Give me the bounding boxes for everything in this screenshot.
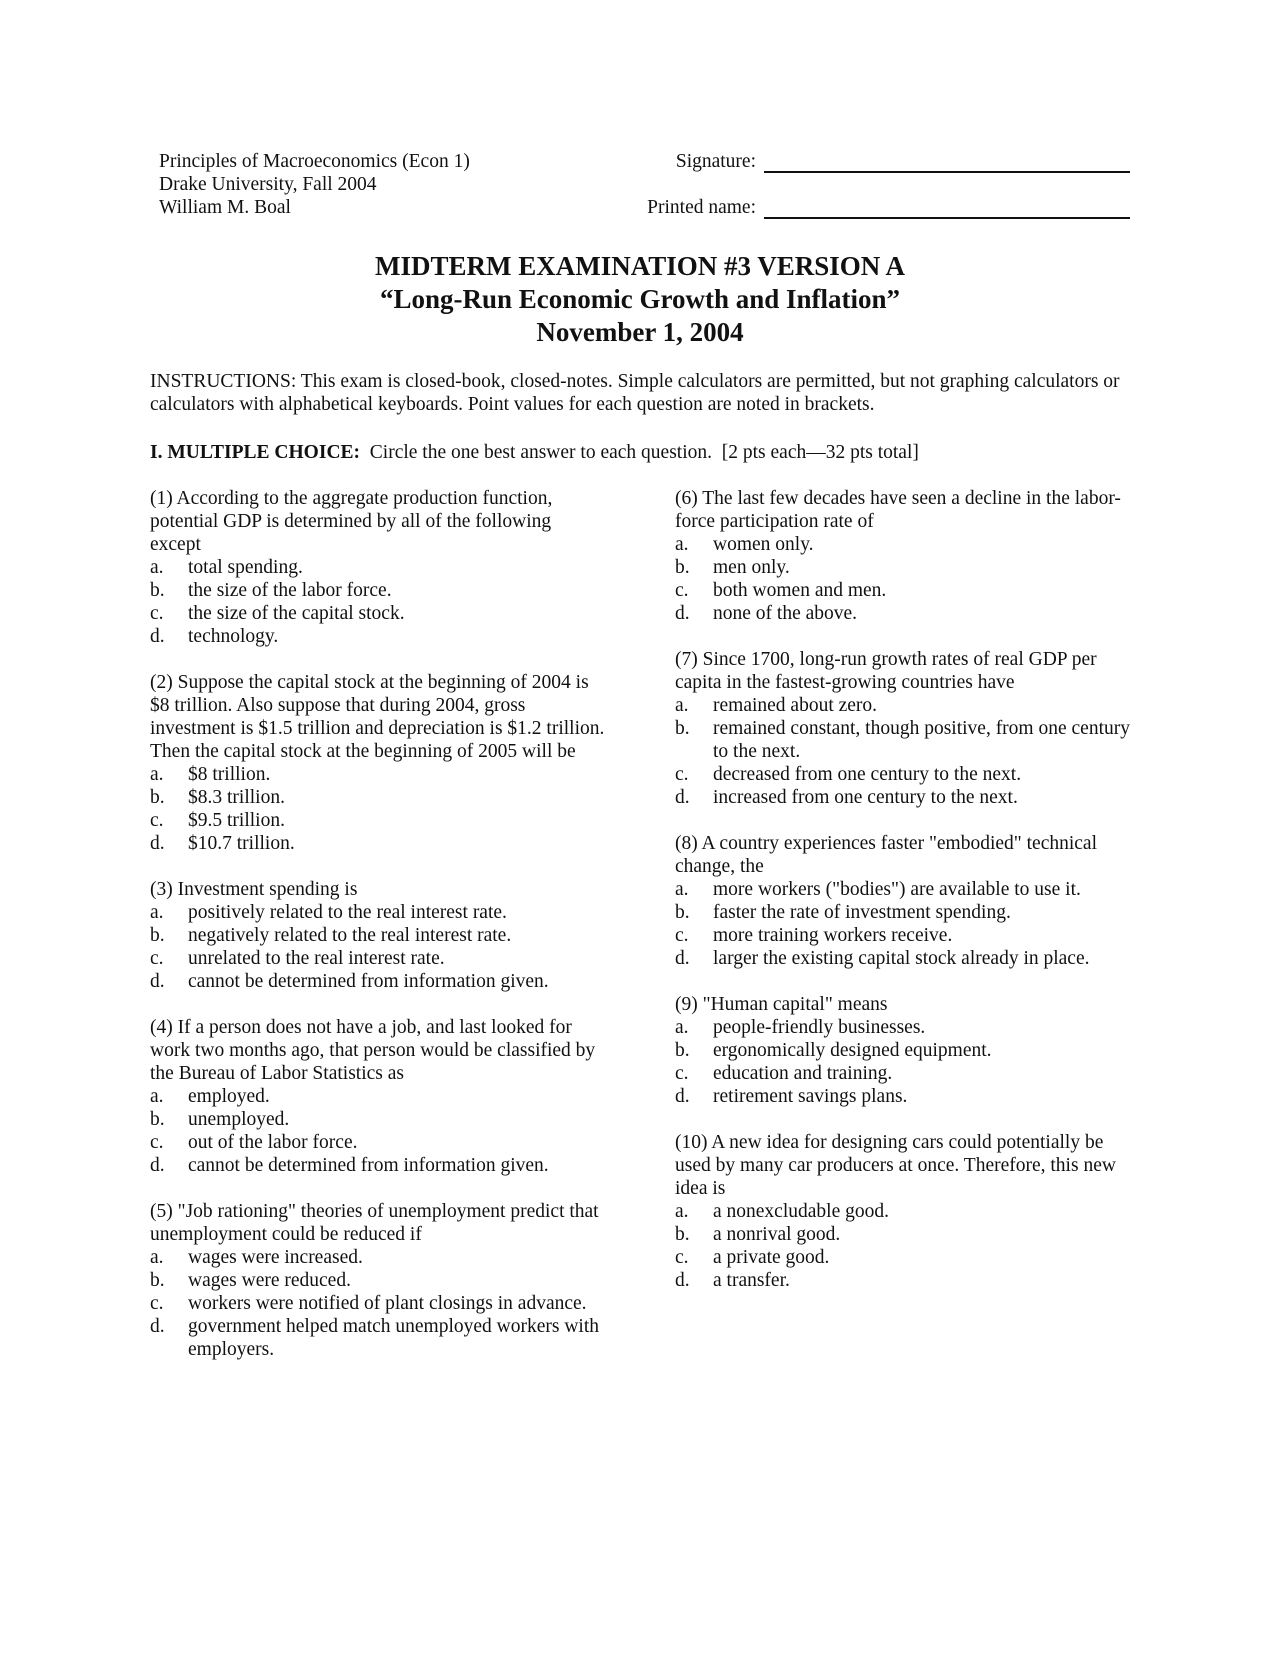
question-5 (150, 1200, 605, 1361)
instructor-name: William M. Boal (159, 197, 291, 218)
option-letter: c. (675, 764, 689, 785)
option-text: $8.3 trillion. (188, 787, 285, 808)
question-stem: (6) The last few decades have seen a decline in the labor-force participation rate of (675, 488, 1121, 532)
answer-option[interactable] (150, 625, 605, 648)
signature-row (600, 150, 1130, 173)
option-letter: a. (675, 1201, 689, 1222)
option-letter: c. (675, 1247, 689, 1268)
option-letter: d. (150, 626, 165, 647)
option-text: cannot be determined from information given. (188, 971, 549, 992)
option-text: government helped match unemployed workers with employers. (188, 1316, 600, 1360)
answer-option[interactable] (150, 1154, 605, 1177)
option-letter: b. (675, 557, 690, 578)
option-letter: c. (150, 1132, 164, 1153)
answer-option[interactable] (675, 556, 1140, 579)
answer-option[interactable] (150, 786, 605, 809)
exam-title (0, 250, 1280, 349)
option-text: workers were notified of plant closings in advance. (188, 1293, 587, 1314)
question-10 (675, 1131, 1140, 1292)
option-text: a transfer. (713, 1270, 790, 1291)
option-text: $8 trillion. (188, 764, 271, 785)
section-heading (150, 441, 919, 464)
title-line-2: “Long-Run Economic Growth and Inflation” (379, 284, 901, 314)
course-name: Principles of Macroeconomics (Econ 1) (159, 151, 470, 172)
question-stem: (8) A country experiences faster "embodied" technical change, the (675, 833, 1098, 877)
answer-option[interactable] (675, 694, 1140, 717)
option-letter: d. (150, 833, 165, 854)
answer-option[interactable] (675, 1039, 1140, 1062)
answer-option[interactable] (150, 763, 605, 786)
answer-option[interactable] (675, 1016, 1140, 1039)
option-letter: c. (675, 580, 689, 601)
option-text: men only. (713, 557, 790, 578)
question-3 (150, 878, 605, 993)
answer-option[interactable] (150, 556, 605, 579)
section-instructions: Circle the one best answer to each question. [2 pts each—32 pts total] (360, 442, 919, 463)
option-text: increased from one century to the next. (713, 787, 1018, 808)
option-text: a nonrival good. (713, 1224, 841, 1245)
option-letter: d. (150, 1155, 165, 1176)
option-letter: b. (150, 1109, 165, 1130)
answer-option[interactable] (675, 1246, 1140, 1269)
option-letter: a. (150, 902, 164, 923)
answer-option[interactable] (150, 970, 605, 993)
answer-option[interactable] (675, 533, 1140, 556)
option-letter: a. (675, 534, 689, 555)
option-text: remained constant, though positive, from one century to the next. (713, 718, 1130, 762)
option-text: a private good. (713, 1247, 830, 1268)
option-text: faster the rate of investment spending. (713, 902, 1011, 923)
option-text: larger the existing capital stock already in place. (713, 948, 1090, 969)
option-text: remained about zero. (713, 695, 878, 716)
option-letter: c. (150, 603, 164, 624)
title-date: November 1, 2004 (536, 317, 744, 347)
answer-option[interactable] (675, 579, 1140, 602)
option-text: more training workers receive. (713, 925, 953, 946)
option-text: a nonexcludable good. (713, 1201, 889, 1222)
option-text: wages were reduced. (188, 1270, 351, 1291)
option-text: unemployed. (188, 1109, 290, 1130)
answer-option[interactable] (150, 809, 605, 832)
signature-label: Signature: (675, 151, 756, 172)
option-letter: a. (150, 764, 164, 785)
option-letter: a. (675, 1017, 689, 1038)
answer-option[interactable] (675, 901, 1140, 924)
option-text: women only. (713, 534, 814, 555)
option-letter: b. (150, 580, 165, 601)
option-letter: d. (150, 1316, 165, 1337)
question-stem: (1) According to the aggregate production function, potential GDP is determined by all of the following except (150, 488, 553, 555)
option-letter: b. (675, 1224, 690, 1245)
question-1 (150, 487, 605, 648)
question-2 (150, 671, 605, 855)
answer-option[interactable] (675, 1269, 1140, 1292)
question-7 (675, 648, 1140, 809)
option-letter: c. (150, 948, 164, 969)
option-letter: d. (675, 787, 690, 808)
option-letter: c. (150, 810, 164, 831)
answer-option[interactable] (150, 602, 605, 625)
answer-option[interactable] (150, 579, 605, 602)
printed-name-line[interactable] (764, 197, 1130, 219)
questions-right-column (675, 487, 1140, 1315)
answer-option[interactable] (150, 924, 605, 947)
question-9 (675, 993, 1140, 1108)
option-letter: b. (150, 787, 165, 808)
printed-name-row (600, 196, 1130, 219)
option-text: ergonomically designed equipment. (713, 1040, 992, 1061)
option-text: people-friendly businesses. (713, 1017, 926, 1038)
answer-option[interactable] (675, 947, 1140, 970)
answer-option[interactable] (675, 878, 1140, 901)
answer-option[interactable] (150, 1269, 605, 1292)
question-stem: (9) "Human capital" means (675, 994, 888, 1015)
option-text: unrelated to the real interest rate. (188, 948, 445, 969)
question-stem: (10) A new idea for designing cars could potentially be used by many car producers at once. Therefore, this new idea is (675, 1132, 1116, 1199)
answer-option[interactable] (150, 1292, 605, 1315)
option-text: decreased from one century to the next. (713, 764, 1022, 785)
signature-line[interactable] (764, 151, 1130, 173)
option-letter: d. (675, 1270, 690, 1291)
answer-option[interactable] (150, 1315, 605, 1361)
question-stem: (3) Investment spending is (150, 879, 358, 900)
option-letter: d. (675, 1086, 690, 1107)
option-letter: a. (150, 1247, 164, 1268)
option-text: $9.5 trillion. (188, 810, 285, 831)
answer-option[interactable] (675, 924, 1140, 947)
question-stem: (7) Since 1700, long-run growth rates of real GDP per capita in the fastest-growing countries have (675, 649, 1097, 693)
option-letter: b. (675, 718, 690, 739)
question-4 (150, 1016, 605, 1177)
answer-option[interactable] (675, 717, 1140, 763)
option-text: none of the above. (713, 603, 858, 624)
option-text: negatively related to the real interest rate. (188, 925, 512, 946)
option-letter: b. (150, 1270, 165, 1291)
answer-option[interactable] (150, 832, 605, 855)
option-text: employed. (188, 1086, 270, 1107)
answer-option[interactable] (675, 1062, 1140, 1085)
option-letter: a. (675, 695, 689, 716)
option-letter: d. (150, 971, 165, 992)
option-letter: c. (150, 1293, 164, 1314)
option-letter: c. (675, 925, 689, 946)
printed-name-label: Printed name: (647, 197, 756, 218)
title-line-1: MIDTERM EXAMINATION #3 VERSION A (374, 251, 906, 281)
option-letter: b. (675, 1040, 690, 1061)
option-text: the size of the labor force. (188, 580, 392, 601)
option-text: $10.7 trillion. (188, 833, 295, 854)
option-text: positively related to the real interest rate. (188, 902, 507, 923)
answer-option[interactable] (150, 1131, 605, 1154)
answer-option[interactable] (675, 786, 1140, 809)
student-identification (600, 150, 1130, 219)
questions-left-column (150, 487, 605, 1384)
question-stem: (2) Suppose the capital stock at the beginning of 2004 is $8 trillion. Also suppose that during 2004, gross investment is $1.5 trillion and depreciation is $1.2 trillion. Then the capital stock at the beginning of 2005 will be (150, 672, 605, 762)
option-text: both women and men. (713, 580, 887, 601)
answer-option[interactable] (150, 947, 605, 970)
option-text: retirement savings plans. (713, 1086, 908, 1107)
answer-option[interactable] (150, 1108, 605, 1131)
option-text: more workers ("bodies") are available to use it. (713, 879, 1081, 900)
option-text: total spending. (188, 557, 303, 578)
answer-option[interactable] (675, 602, 1140, 625)
answer-option[interactable] (675, 1085, 1140, 1108)
option-letter: a. (150, 557, 164, 578)
option-letter: d. (675, 948, 690, 969)
answer-option[interactable] (150, 901, 605, 924)
instructions: INSTRUCTIONS: This exam is closed-book, closed-notes. Simple calculators are permitted, but not graphing calculators or calculators with alphabetical keyboards. Point values for each question are noted in brackets. (150, 371, 1120, 415)
university-term: Drake University, Fall 2004 (159, 174, 377, 195)
question-stem: (5) "Job rationing" theories of unemployment predict that unemployment could be reduced if (150, 1201, 599, 1245)
option-text: the size of the capital stock. (188, 603, 405, 624)
option-letter: c. (675, 1063, 689, 1084)
answer-option[interactable] (675, 763, 1140, 786)
option-letter: d. (675, 603, 690, 624)
answer-option[interactable] (150, 1246, 605, 1269)
option-text: education and training. (713, 1063, 893, 1084)
option-text: technology. (188, 626, 279, 647)
option-letter: b. (675, 902, 690, 923)
option-text: cannot be determined from information given. (188, 1155, 549, 1176)
section-title: I. MULTIPLE CHOICE: (150, 442, 361, 463)
answer-option[interactable] (675, 1200, 1140, 1223)
option-letter: b. (150, 925, 165, 946)
question-stem: (4) If a person does not have a job, and last looked for work two months ago, that person would be classified by the Bureau of Labor Statistics as (150, 1017, 596, 1084)
option-text: out of the labor force. (188, 1132, 358, 1153)
option-text: wages were increased. (188, 1247, 363, 1268)
course-info (159, 150, 470, 219)
question-6 (675, 487, 1140, 625)
answer-option[interactable] (675, 1223, 1140, 1246)
option-letter: a. (150, 1086, 164, 1107)
question-8 (675, 832, 1140, 970)
answer-option[interactable] (150, 1085, 605, 1108)
option-letter: a. (675, 879, 689, 900)
